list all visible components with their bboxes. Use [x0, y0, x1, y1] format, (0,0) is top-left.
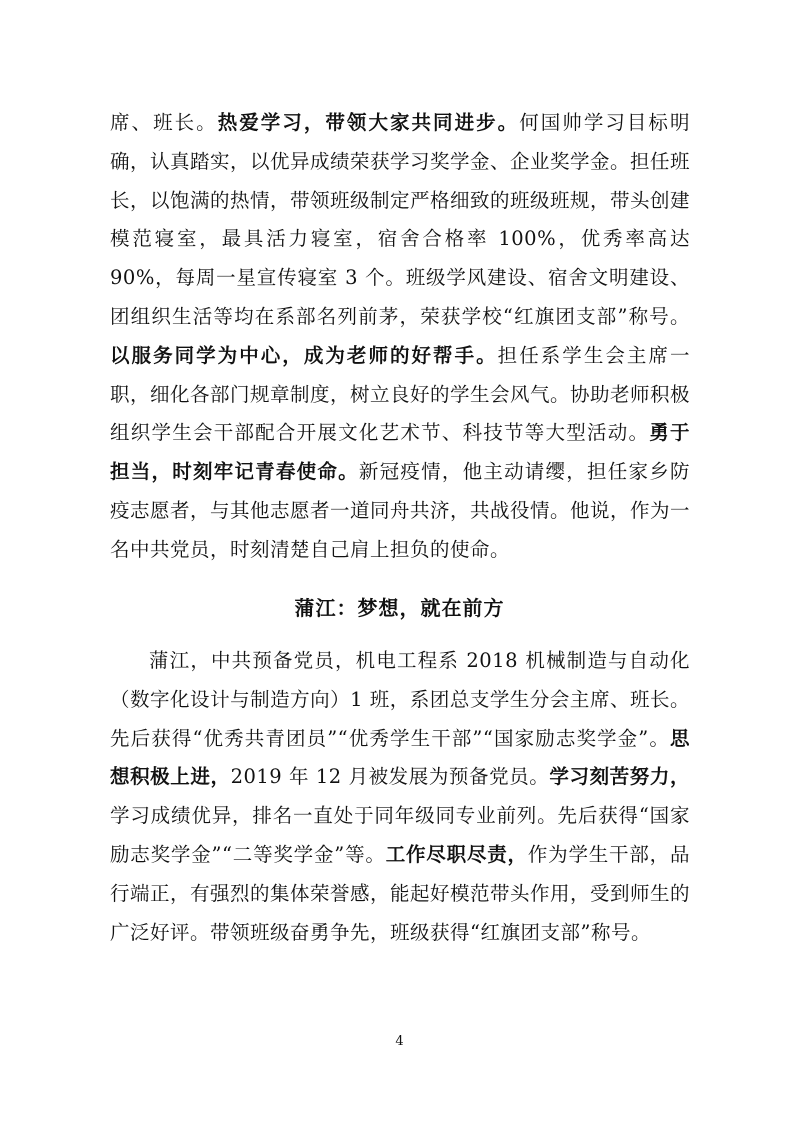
text-run: 担任系学生会主席一职，细化各部门规章制度，树立良好的学生会风气。协助老师积极组织学生会干部配合开展文化艺术节、科技节等大型活动。: [110, 343, 691, 445]
bold-highlight: 热爱学习，带领大家共同进步。: [217, 111, 520, 134]
bold-highlight: 学习刻苦努力，: [549, 765, 690, 789]
paragraph-pu-jiang: [110, 642, 690, 952]
paragraph-he-guoshuai: [110, 104, 690, 570]
bold-highlight: 工作尽职尽责，: [385, 842, 528, 866]
text-run: 2019 年 12 月被发展为预备党员。: [230, 765, 550, 789]
text-run: 席、班长。: [110, 111, 218, 134]
bold-highlight: 以服务同学为中心，成为老师的好帮手。: [110, 343, 498, 367]
section-heading: 蒲江：梦想，就在前方: [294, 596, 505, 620]
text-run: 蒲江，中共预备党员，机电工程系 2018 机械制造与自动化（数字化设计与制造方向）1 班，系团总支学生分会主席、班长。先后获得“优秀共青团员”“优秀学生干部”“国家励志奖学金”。: [110, 649, 690, 750]
text-run: 作为学生干部，品行端正，有强烈的集体荣誉感，能起好模范带头作用，受到师生的广泛好评。带领班级奋勇争先，班级获得“红旗团支部”称号。: [110, 842, 691, 944]
text-run: 学习成绩优异，排名一直处于同年级同专业前列。先后获得“国家励志奖学金”“二等奖学金”等。: [110, 804, 690, 866]
page-number: 4: [395, 1034, 404, 1049]
bold-highlight: 勇于担当，时刻牢记青春使命。: [110, 421, 690, 484]
bold-highlight: 思想积极上进，: [110, 726, 690, 789]
text-run: 新冠疫情，他主动请缨，担任家乡防疫志愿者，与其他志愿者一道同舟共济，共战役情。他说，作为一名中共党员，时刻清楚自己肩上担负的使命。: [110, 460, 691, 561]
text-run: 何国帅学习目标明确，认真踏实，以优异成绩荣获学习奖学金、企业奖学金。担任班长，以饱满的热情，带领班级制定严格细致的班级班规，带头创建模范寝室，最具活力寝室，宿舍合格率 100%，优秀率高达 90%，每周一星宣传寝室 3 个。班级学风建设、宿舍文明建设、团组织生活等均在系部名列前茅，荣获学校“红旗团支部”称号。: [110, 111, 691, 328]
